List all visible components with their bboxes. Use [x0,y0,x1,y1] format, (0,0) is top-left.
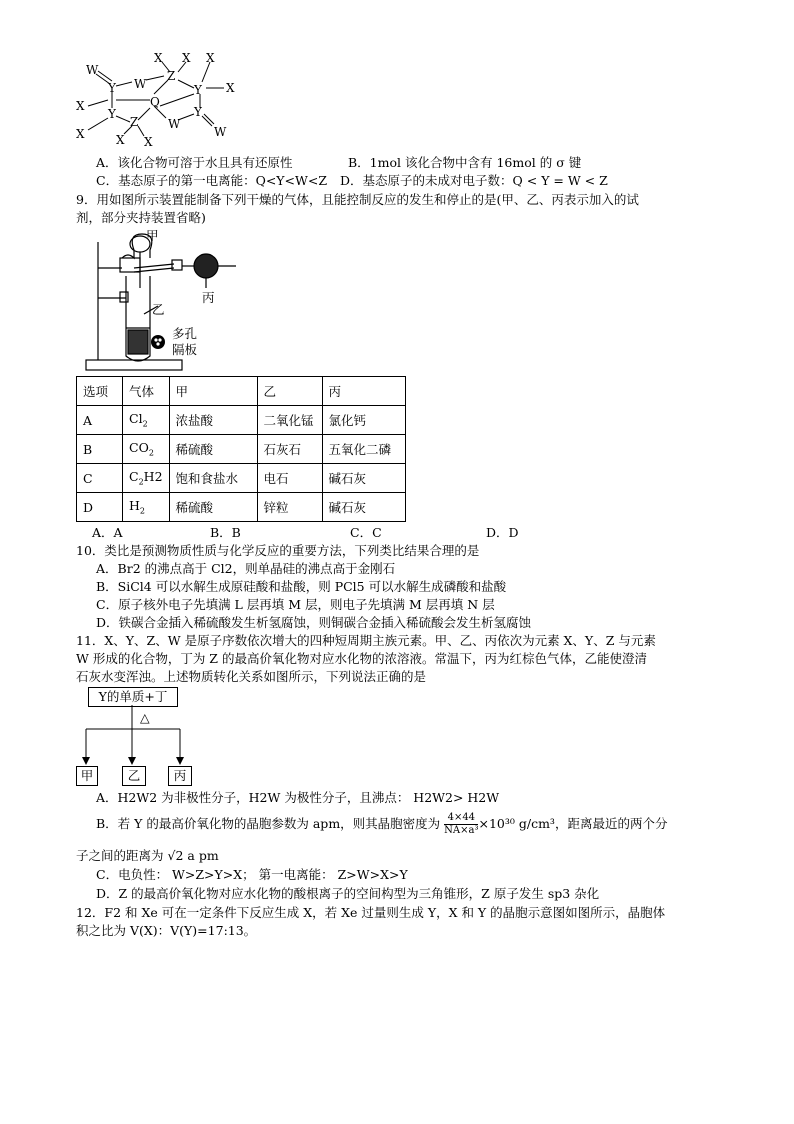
diagram-box-jia: 甲 [76,766,98,786]
diagram-box-yi: 乙 [122,766,146,786]
q11-option-a[interactable]: A．H2W2 为非极性分子，H2W 为极性分子，且沸点： H2W2> H2W [96,790,500,805]
table-row [77,464,406,493]
q8-option-b[interactable]: B．1mol 该化合物中含有 16mol 的 σ 键 [348,155,582,170]
q8-option-a[interactable]: A．该化合物可溶于水且具有还原性 [96,155,293,170]
sqrt-two: √2 [167,848,184,863]
q10-option-c[interactable]: C．原子核外电子先填满 L 层再填 M 层，则电子先填满 M 层再填 N 层 [96,597,495,612]
cell-bing: 氯化钙 [322,406,405,435]
reagent-table [76,376,406,522]
q12-line2: 积之比为 V(X)：V(Y)=17:13。 [76,923,257,938]
label-porous-2: 隔板 [172,342,198,357]
cell-option: C [77,464,123,493]
diagram-box-bing: 丙 [168,766,192,786]
table-row [77,493,406,522]
cell-gas: $Cl_2$ [123,406,170,435]
q9-stem-line1: 9．用如图所示装置能制备下列干燥的气体，且能控制反应的发生和停止的是(甲、乙、丙表示加入的试 [76,192,639,207]
q11-stem-line2: W 形成的化合物，丁为 Z 的最高价氧化物对应水化物的浓溶液。常温下，丙为红棕色气体，乙能使澄清 [76,651,647,666]
q11-option-c[interactable]: C．电负性： W>Z>Y>X； 第一电离能： Z>W>X>Y [96,867,408,882]
svg-text:W: W [214,125,227,139]
cell-option: B [77,435,123,464]
q8-option-d[interactable]: D．基态原子的未成对电子数：Q < Y = W < Z [340,173,608,188]
q10-option-b[interactable]: B．SiCl4 可以水解生成原硅酸和盐酸，则 PCl5 可以水解生成磷酸和盐酸 [96,579,507,594]
cell-gas: $CO_2$ [123,435,170,464]
label-bing: 丙 [202,290,215,305]
table-row [77,435,406,464]
q9-option-a[interactable]: A．A [92,525,123,540]
header-bing: 丙 [322,377,405,406]
q11-option-b[interactable]: B．若 Y 的最高价氧化物的晶胞参数为 apm，则其晶胞密度为 $\frac{4\times 44}{\text{NA×a³}}$ ×10³⁰ g/cm³，距离最近的两个分 [96,812,668,836]
q12-line1: 12．F2 和 Xe 可在一定条件下反应生成 X，若 Xe 过量则生成 Y，X 和 Y 的晶胞示意图如图所示，晶胞体 [76,905,666,920]
cell-jia: 浓盐酸 [169,406,257,435]
cell-jia: 饱和食盐水 [169,464,257,493]
density-fraction: $\frac{4\times 44}{\text{NA×a³}}$ [444,812,479,836]
svg-text:X: X [76,127,85,141]
q10-option-d[interactable]: D．铁碳合金插入稀硫酸发生析氢腐蚀，则铜碳合金插入稀硫酸会发生析氢腐蚀 [96,615,532,630]
header-yi: 乙 [257,377,322,406]
q11-option-b-line2: 子之间的距离为 √2 a pm [76,848,219,863]
svg-text:Z: Z [167,69,176,83]
cell-jia: 稀硫酸 [169,493,257,522]
cell-yi: 二氧化锰 [257,406,322,435]
label-porous-1: 多孔 [172,326,198,341]
cell-gas: $C_2H2$ [123,464,170,493]
label-yi: 乙 [152,302,165,317]
header-jia: 甲 [169,377,257,406]
svg-text:W: W [134,77,147,91]
svg-text:W: W [86,63,99,77]
table-row [77,406,406,435]
q10-stem: 10．类比是预测物质性质与化学反应的重要方法，下列类比结果合理的是 [76,543,480,558]
cell-option: A [77,406,123,435]
svg-text:Q: Q [150,95,160,109]
svg-text:X: X [76,99,85,113]
cell-bing: 碱石灰 [322,464,405,493]
q9-option-d[interactable]: D．D [486,525,519,540]
q11-option-d[interactable]: D．Z 的最高价氧化物对应水化物的酸根离子的空间构型为三角锥形，Z 原子发生 sp3 杂化 [96,886,600,901]
svg-text:Z: Z [130,115,139,129]
q11-stem-line3: 石灰水变浑浊。上述物质转化关系如图所示，下列说法正确的是 [76,669,427,684]
q9-stem-line2: 剂，部分夹持装置省略) [76,210,206,225]
svg-text:X: X [182,51,191,65]
svg-text:X: X [154,51,163,65]
q9-option-c[interactable]: C．C [350,525,382,540]
cell-gas: $H_2$ [123,493,170,522]
cell-yi: 电石 [257,464,322,493]
svg-text:X: X [226,81,235,95]
cell-option: D [77,493,123,522]
q10-option-a[interactable]: A．Br2 的沸点高于 Cl2，则单晶硅的沸点高于金刚石 [96,561,396,576]
header-option: 选项 [77,377,123,406]
cell-yi: 石灰石 [257,435,322,464]
svg-text:Y: Y [108,107,116,121]
cell-bing: 碱石灰 [322,493,405,522]
q11-stem-line1: 11．X、Y、Z、W 是原子序数依次增大的四种短周期主族元素。甲、乙、丙依次为元素 X、Y、Z 与元素 [76,633,656,648]
label-jia: 甲 [146,228,159,243]
svg-text:X: X [116,133,125,147]
header-gas: 气体 [123,377,170,406]
svg-text:Y: Y [194,105,202,119]
q9-option-b[interactable]: B．B [210,525,241,540]
cell-jia: 稀硫酸 [169,435,257,464]
svg-text:Y: Y [194,83,202,97]
svg-text:W: W [168,117,181,131]
svg-text:X: X [144,135,153,149]
cell-bing: 五氧化二磷 [322,435,405,464]
q8-option-c[interactable]: C．基态原子的第一电离能：Q<Y<W<Z [96,173,328,188]
svg-text:X: X [206,51,215,65]
table-header-row [77,377,406,406]
molecular-structure-diagram [74,50,254,150]
transformation-arrows [76,705,196,767]
diagram-heat-condition: △ [140,710,150,725]
svg-text:Y: Y [108,81,116,95]
diagram-top-box: Y的单质+丁 [88,687,178,707]
apparatus-diagram [76,228,246,374]
cell-yi: 锌粒 [257,493,322,522]
